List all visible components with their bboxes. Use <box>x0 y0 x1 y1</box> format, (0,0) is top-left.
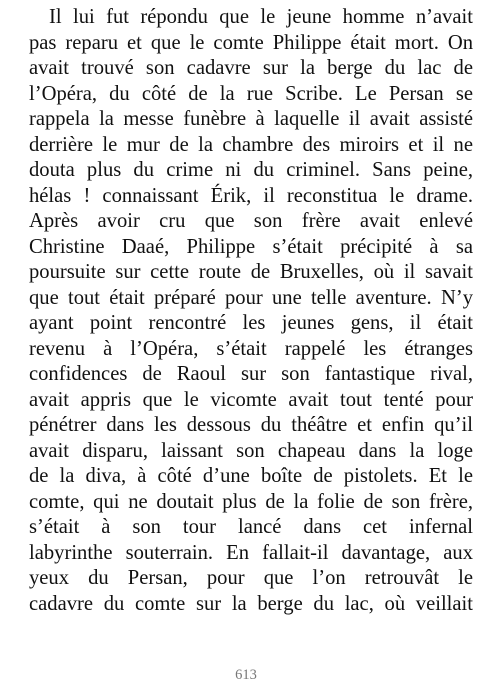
text-line: rappela la messe funèbre à laquelle il avait assisté <box>29 108 473 130</box>
text-line: Il lui fut répondu que le jeune homme n’avait <box>49 6 473 28</box>
text-line: avait disparu, laissant son chapeau dans la loge <box>29 439 473 462</box>
text-line: poursuite sur cette route de Bruxelles, où il savait <box>29 261 473 283</box>
text-line: derrière le mur de la chambre des miroirs et il ne <box>29 133 473 156</box>
page-number: 613 <box>235 667 257 683</box>
text-line: de la diva, à côté d’une boîte de pistolets. Et le <box>29 465 473 487</box>
text-line: l’Opéra, du côté de la rue Scribe. Le Persan se <box>29 82 473 105</box>
text-line: que tout était préparé pour une telle aventure. N’y <box>29 286 473 309</box>
page-body-text <box>29 5 473 617</box>
text-line: avait trouvé son cadavre sur la berge du lac de <box>29 57 473 79</box>
text-line: hélas ! connaissant Érik, il reconstitua le drame. <box>29 184 473 207</box>
text-line: pas reparu et que le comte Philippe était mort. On <box>29 31 473 54</box>
text-line: yeux du Persan, pour que l’on retrouvât le <box>29 567 473 589</box>
text-line: s’était à son tour lancé dans cet infernal <box>29 516 473 538</box>
text-line: cadavre du comte sur la berge du lac, où veillait <box>29 592 473 615</box>
text-line: pénétrer dans les dessous du théâtre et enfin qu’il <box>29 414 473 436</box>
text-line: avait appris que le vicomte avait tout tenté pour <box>29 388 473 411</box>
text-line: ayant point rencontré les jeunes gens, il était <box>29 312 473 334</box>
text-line: douta plus du crime ni du criminel. Sans peine, <box>29 159 473 181</box>
text-line: Après avoir cru que son frère avait enlevé <box>29 210 473 232</box>
text-line: comte, qui ne doutait plus de la folie de son frère, <box>29 490 473 513</box>
text-line: Christine Daaé, Philippe s’était précipité à sa <box>29 235 473 258</box>
text-line: labyrinthe souterrain. En fallait-il davantage, aux <box>29 541 473 564</box>
text-line: revenu à l’Opéra, s’était rappelé les étranges <box>29 337 473 360</box>
text-line: confidences de Raoul sur son fantastique rival, <box>29 363 473 385</box>
